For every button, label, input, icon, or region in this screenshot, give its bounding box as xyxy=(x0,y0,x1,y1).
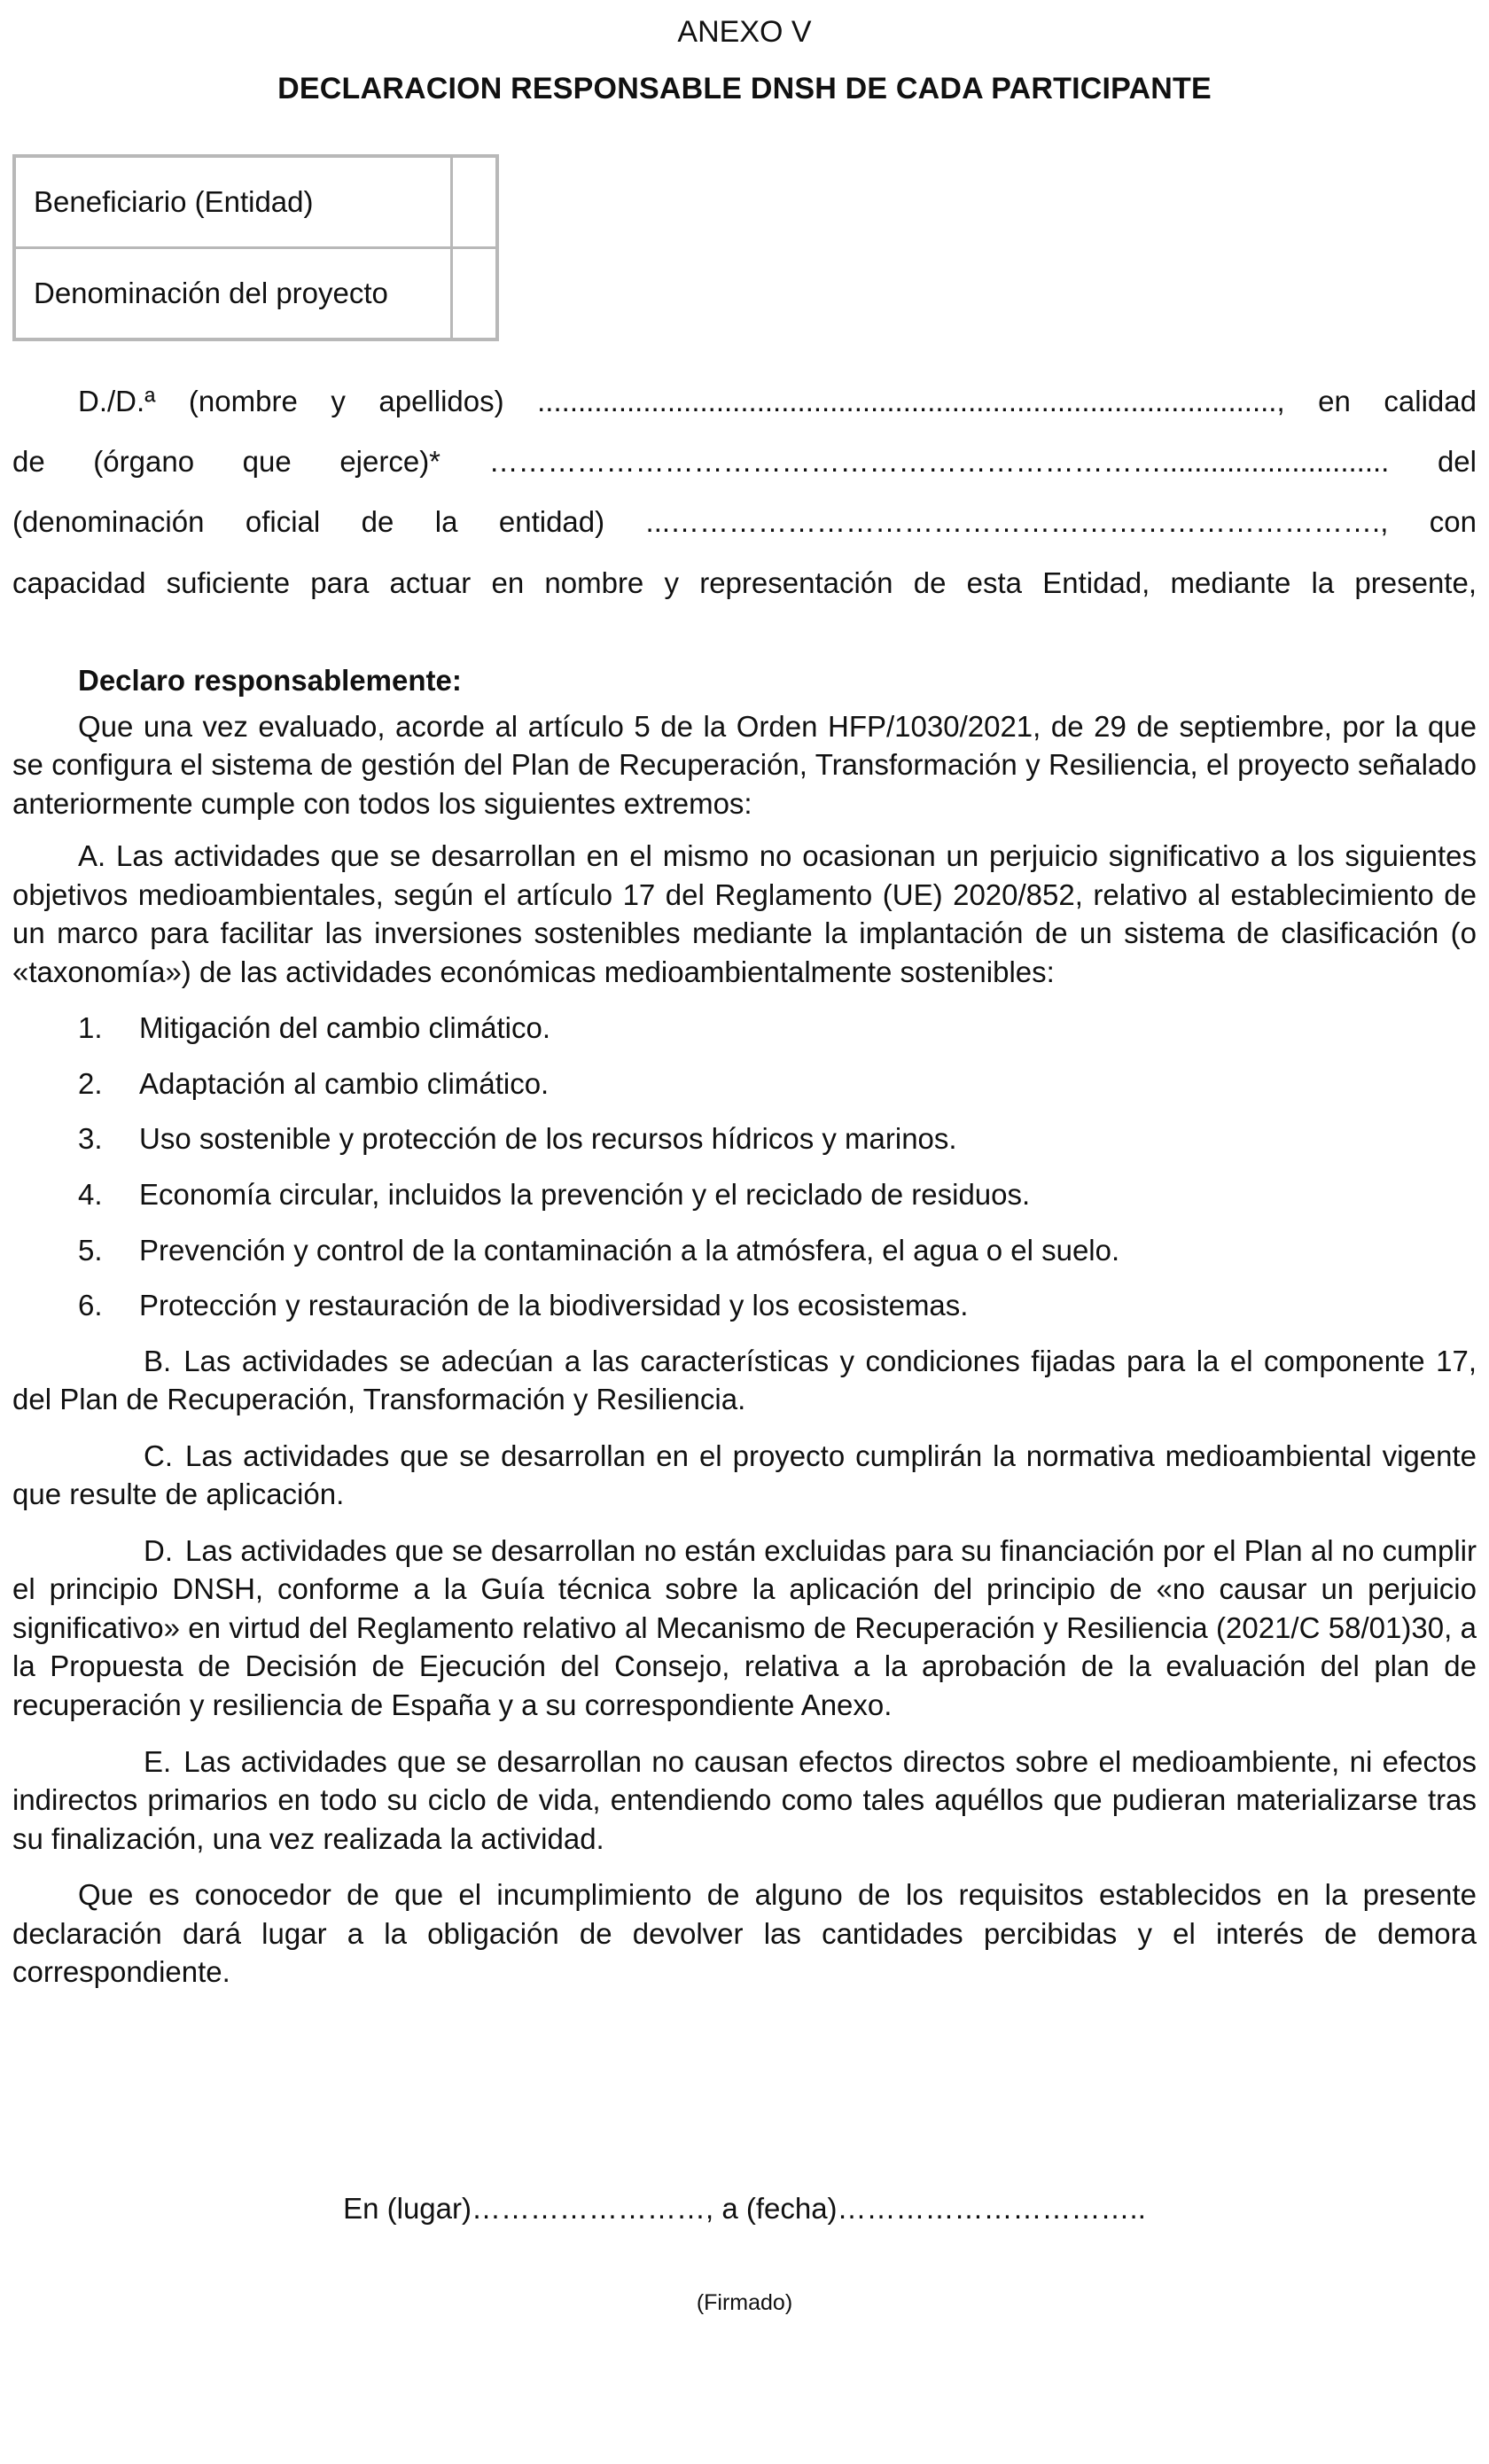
table-row xyxy=(14,248,497,340)
project-identification-table xyxy=(12,154,499,341)
declaration-heading: Declaro responsablemente: xyxy=(78,664,462,697)
list-item xyxy=(12,1009,1477,1048)
list-item-number: 3. xyxy=(78,1122,103,1156)
list-item-number: 1. xyxy=(78,1011,103,1045)
list-item xyxy=(12,1286,1477,1325)
point-a: A. Las actividades que se desarrollan en el mismo no ocasionan un perjuicio significativo a los siguientes objetivos medioambientales, según el artículo 17 del Reglamento (UE) 2020/852, relativo al establecimiento de un marco para facilitar las inversiones sostenibles mediante la implantación de un sistema de clasificación (o «taxonomía») de las actividades económicas medioambientalmente sostenibles: xyxy=(12,839,1477,988)
point-d-text: Las actividades que se desarrollan no están excluidas para su financiación por el Plan al no cumplir el principio DNSH, conforme a la Guía técnica sobre la aplicación del principio de «no causar un perjuicio significativo» en virtud del Reglamento relativo al Mecanismo de Recuperación y Resiliencia (2021/C 58/01)30, a la Propuesta de Decisión de Ejecución del Consejo, relativa a la aprobación de la evaluación del plan de recuperación y resiliencia de España y a su correspondiente Anexo. xyxy=(12,1533,1477,1722)
declaration-body xyxy=(12,661,1477,2009)
point-c-letter: C. xyxy=(144,1439,173,1472)
point-e xyxy=(12,1743,1477,1859)
list-item-number: 6. xyxy=(78,1289,103,1322)
point-c-text: Las actividades que se desarrollan en el proyecto cumplirán la normativa medioambiental vigente que resulte de aplicación. xyxy=(12,1439,1477,1511)
document-title: DECLARACION RESPONSABLE DNSH DE CADA PARTICIPANTE xyxy=(277,72,1212,105)
point-e-letter: E. xyxy=(144,1744,172,1778)
declarant-name-line: D./D.ª (nombre y apellidos) ..........................................................................................., en calidad xyxy=(78,385,1477,417)
closing-paragraph: Que es conocedor de que el incumplimiento de alguno de los requisitos establecidos en la presente declaración dará lugar a la obligación de devolver las cantidades percibidas y el interés de demora correspondiente. xyxy=(12,1878,1477,1989)
signed-label: (Firmado) xyxy=(696,2290,793,2315)
declarant-identity xyxy=(12,381,1477,623)
annex-label: ANEXO V xyxy=(677,15,812,49)
list-item-text: Prevención y control de la contaminación a la atmósfera, el agua o el suelo. xyxy=(139,1233,1120,1267)
list-item-text: Economía circular, incluidos la prevención y el reciclado de residuos. xyxy=(139,1178,1031,1212)
beneficiary-value-cell xyxy=(452,156,498,248)
declaration-intro: Que una vez evaluado, acorde al artículo 5 de la Orden HFP/1030/2021, de 29 de septiembre, por la que se configura el sistema de gestión del Plan de Recuperación, Transformación y Resiliencia, el proyecto señalado anteriormente cumple con todos los siguientes extremos: xyxy=(12,709,1477,820)
list-item-number: 5. xyxy=(78,1233,103,1267)
entity-name-line: (denominación oficial de la entidad) ...………………………………………………………………., con xyxy=(12,505,1477,539)
beneficiary-label: Beneficiario (Entidad) xyxy=(14,156,452,248)
list-item-number: 4. xyxy=(78,1178,103,1212)
table-row xyxy=(14,156,497,248)
environmental-objectives-list xyxy=(12,1009,1477,1324)
declarant-role-line: de (órgano que ejerce)* ……………………………………………………………............................ del xyxy=(12,445,1477,479)
list-item xyxy=(12,1175,1477,1214)
list-item-text: Adaptación al cambio climático. xyxy=(139,1066,550,1100)
point-c xyxy=(12,1437,1477,1514)
list-item-text: Protección y restauración de la biodiversidad y los ecosistemas. xyxy=(139,1289,969,1322)
list-item xyxy=(12,1231,1477,1270)
list-item xyxy=(12,1064,1477,1103)
list-item xyxy=(12,1119,1477,1158)
place-date-line: En (lugar)……………………, a (fecha)………………………….. xyxy=(343,2192,1146,2225)
point-b-text: Las actividades se adecúan a las características y condiciones fijadas para la el componente 17, del Plan de Recuperación, Transformación y Resiliencia. xyxy=(12,1344,1477,1416)
capacity-line: capacidad suficiente para actuar en nombre y representación de esta Entidad, mediante la presente, xyxy=(12,565,1477,599)
list-item-text: Uso sostenible y protección de los recursos hídricos y marinos. xyxy=(139,1122,957,1156)
point-e-text: Las actividades que se desarrollan no causan efectos directos sobre el medioambiente, ni efectos indirectos primarios en todo su ciclo de vida, entendiendo como tales aquéllos que pudieran materializarse tras su finalización, una vez realizada la actividad. xyxy=(12,1744,1477,1855)
list-item-text: Mitigación del cambio climático. xyxy=(139,1011,551,1045)
project-name-value-cell xyxy=(452,248,498,340)
point-b-letter: B. xyxy=(144,1344,172,1377)
point-d-letter: D. xyxy=(144,1533,173,1567)
point-d xyxy=(12,1532,1477,1725)
list-item-number: 2. xyxy=(78,1066,103,1100)
point-b xyxy=(12,1342,1477,1419)
project-name-label: Denominación del proyecto xyxy=(14,248,452,340)
